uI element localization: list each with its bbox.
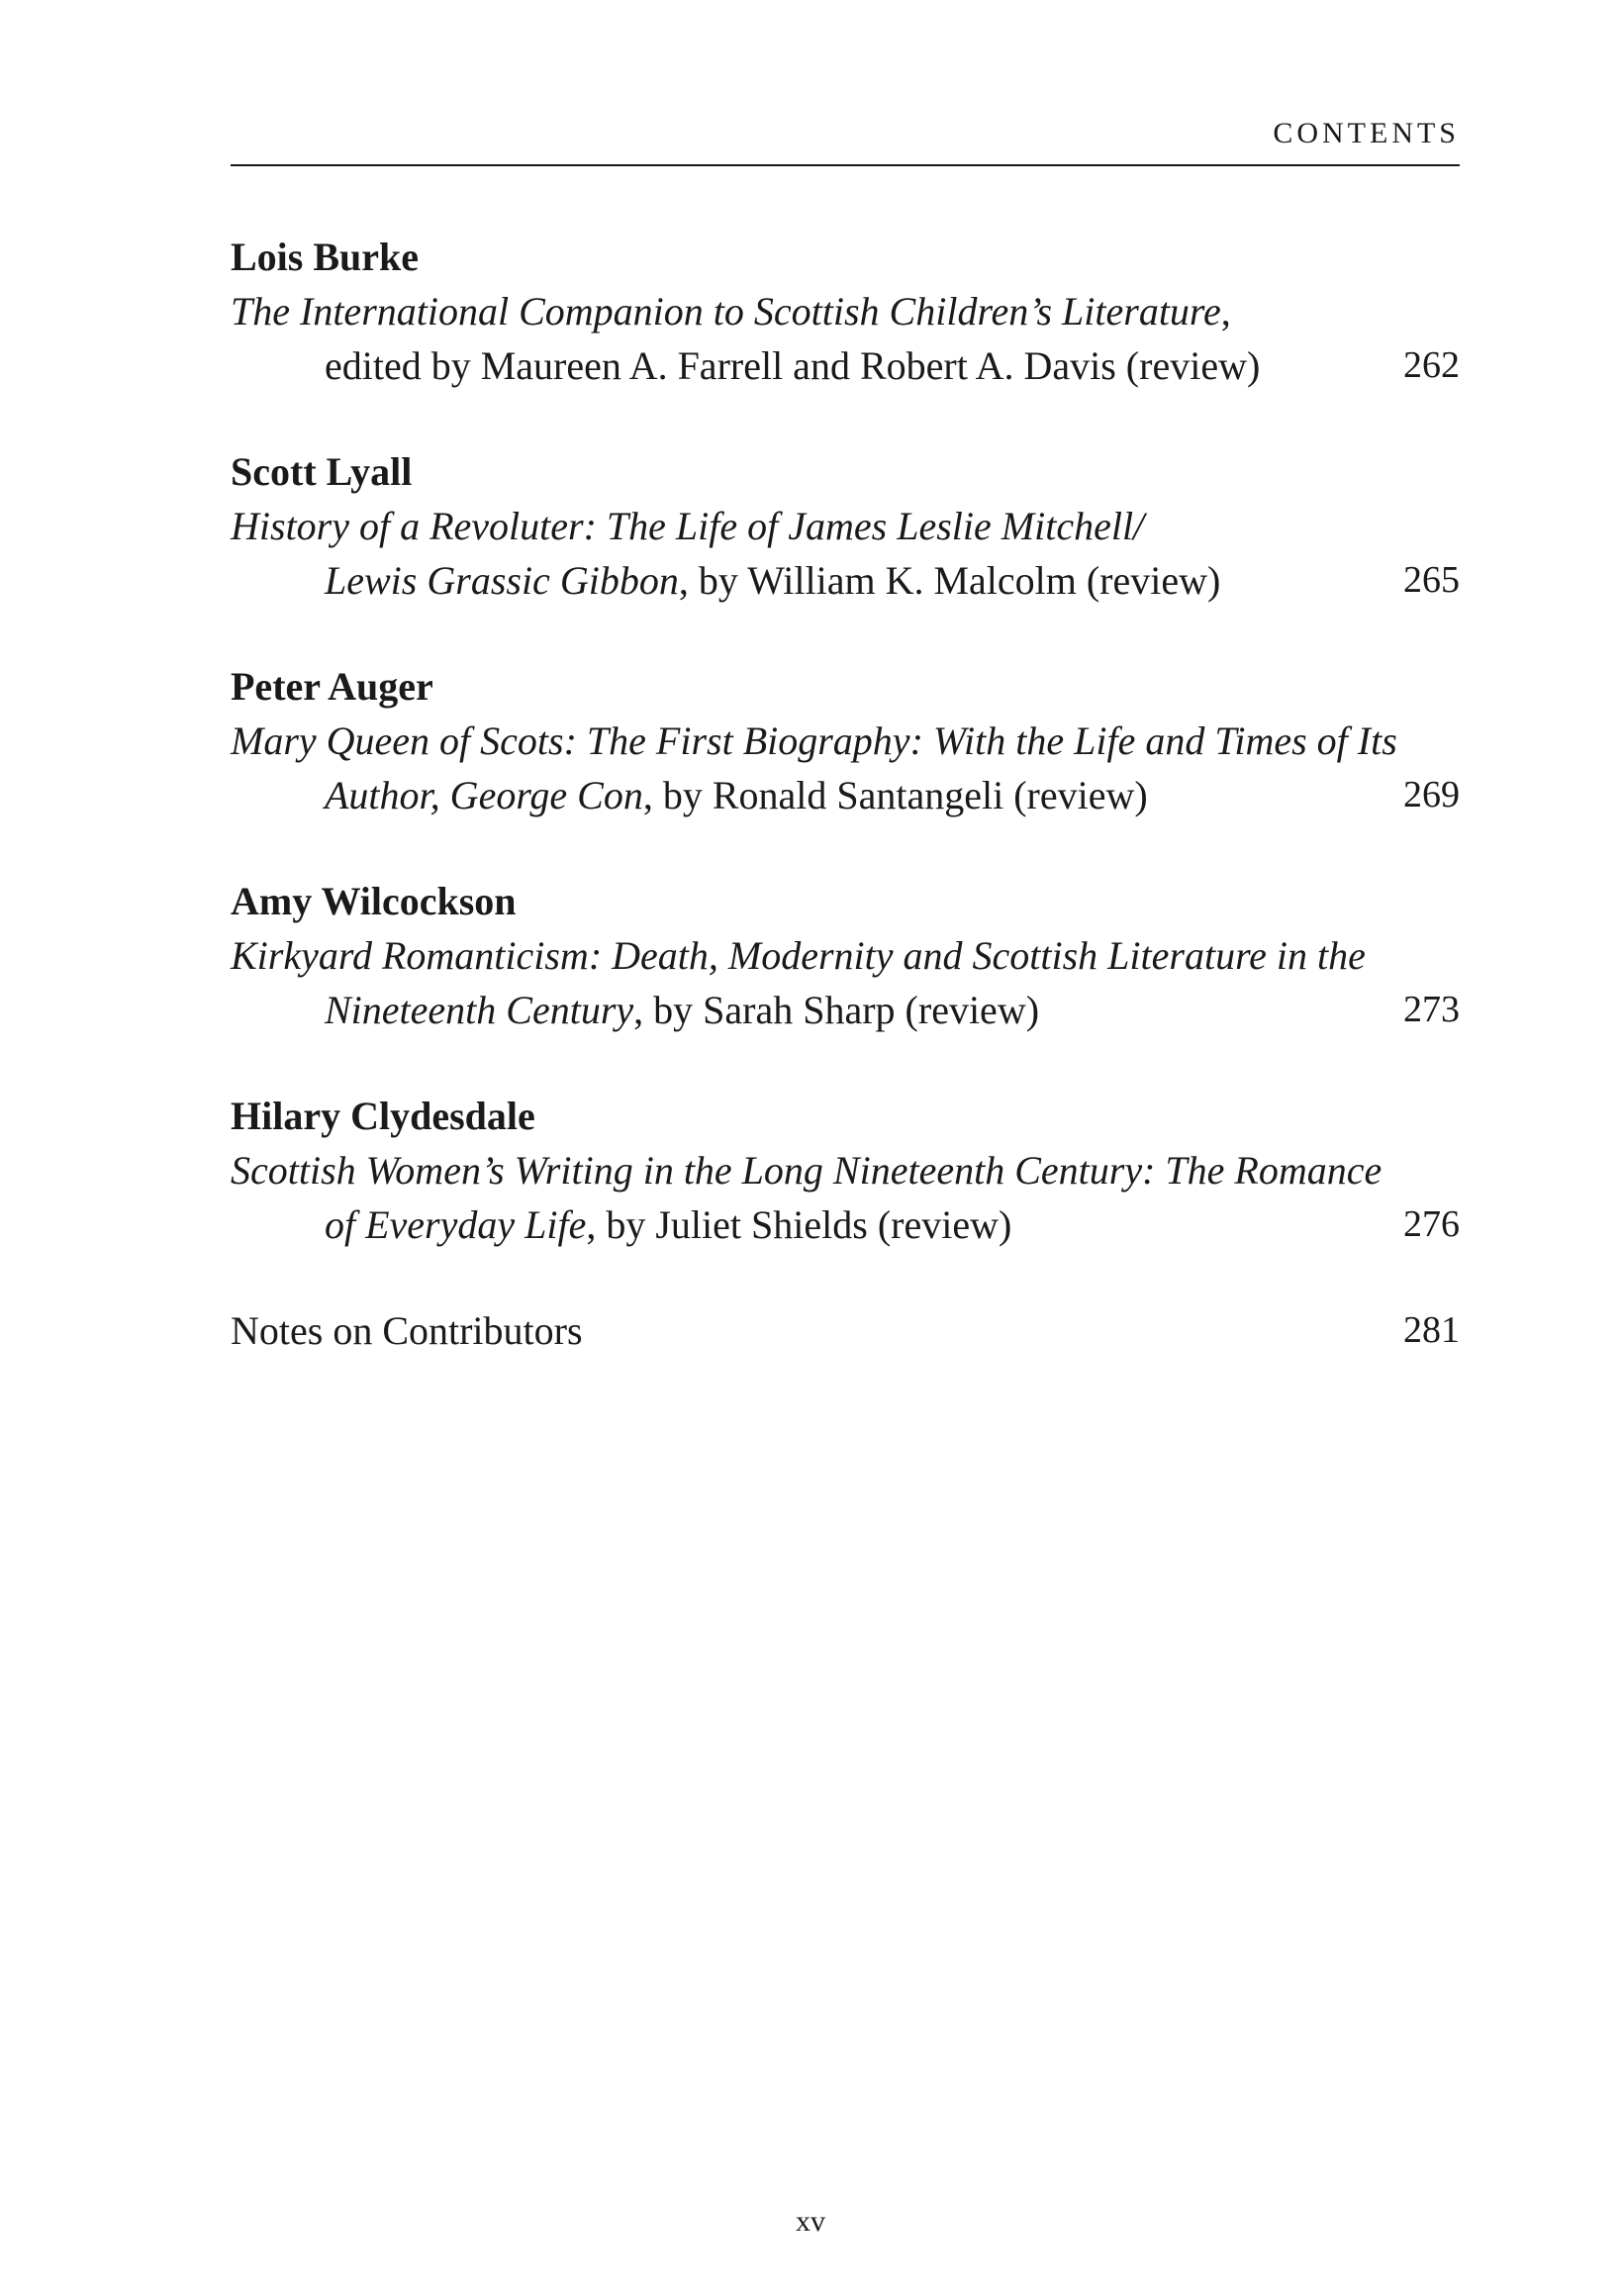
entry-title: The International Companion to Scottish Children’s Literature: [231, 289, 1221, 334]
entry-author: Amy Wilcockson: [231, 879, 517, 923]
entry-author: Lois Burke: [231, 235, 420, 279]
entry-byline: [231, 768, 1460, 822]
running-head: CONTENTS: [1273, 117, 1460, 149]
entry-title-cont: Nineteenth Century: [325, 988, 634, 1032]
entry-title-line: Scottish Women’s Writing in the Long Nineteenth Century: The Romance: [231, 1148, 1383, 1193]
entry-title-cont: of Everyday Life: [325, 1202, 587, 1247]
notes-label: Notes on Contributors: [231, 1308, 583, 1353]
entry-page-number: 265: [1403, 559, 1460, 601]
entry-byline: [231, 338, 1460, 393]
entry-page-number: 269: [1403, 774, 1460, 815]
entry-title-line: Kirkyard Romanticism: Death, Modernity and Scottish Literature in the: [231, 933, 1366, 978]
entry-title-line: Mary Queen of Scots: The First Biography: With the Life and Times of Its: [231, 718, 1397, 763]
byline-text: , by William K. Malcolm (review): [678, 558, 1221, 603]
entry-page-number: 273: [1403, 989, 1460, 1030]
entry-author: Scott Lyall: [231, 449, 413, 494]
page-folio: xv: [796, 2205, 825, 2238]
notes-page-number: 281: [1403, 1309, 1460, 1351]
byline-text: , by Ronald Santangeli (review): [642, 773, 1148, 817]
entry-page-number: 262: [1403, 344, 1460, 386]
header-rule: [231, 164, 1460, 166]
entry-title-cont: Author, George Con: [325, 773, 643, 817]
entry-title-line: [231, 284, 1460, 338]
byline-text: , by Sarah Sharp (review): [633, 988, 1040, 1032]
table-of-contents: [231, 230, 1460, 1358]
entry-author: Peter Auger: [231, 664, 433, 709]
toc-entry: [231, 874, 1460, 1037]
title-suffix: ,: [1220, 289, 1231, 334]
toc-entry: [231, 230, 1460, 393]
byline-text: edited by Maureen A. Farrell and Robert A. Davis (review): [325, 343, 1261, 388]
entry-author: Hilary Clydesdale: [231, 1094, 535, 1138]
notes-on-contributors: [231, 1303, 1460, 1358]
toc-entry: [231, 659, 1460, 822]
entry-byline: [231, 983, 1460, 1037]
entry-title-line: History of a Revoluter: The Life of James Leslie Mitchell/: [231, 504, 1145, 548]
byline-text: , by Juliet Shields (review): [586, 1202, 1012, 1247]
entry-page-number: 276: [1403, 1203, 1460, 1245]
entry-byline: [231, 553, 1460, 608]
entry-title-cont: Lewis Grassic Gibbon: [325, 558, 679, 603]
toc-entry: [231, 444, 1460, 608]
toc-entry: [231, 1089, 1460, 1252]
entry-byline: [231, 1197, 1460, 1252]
